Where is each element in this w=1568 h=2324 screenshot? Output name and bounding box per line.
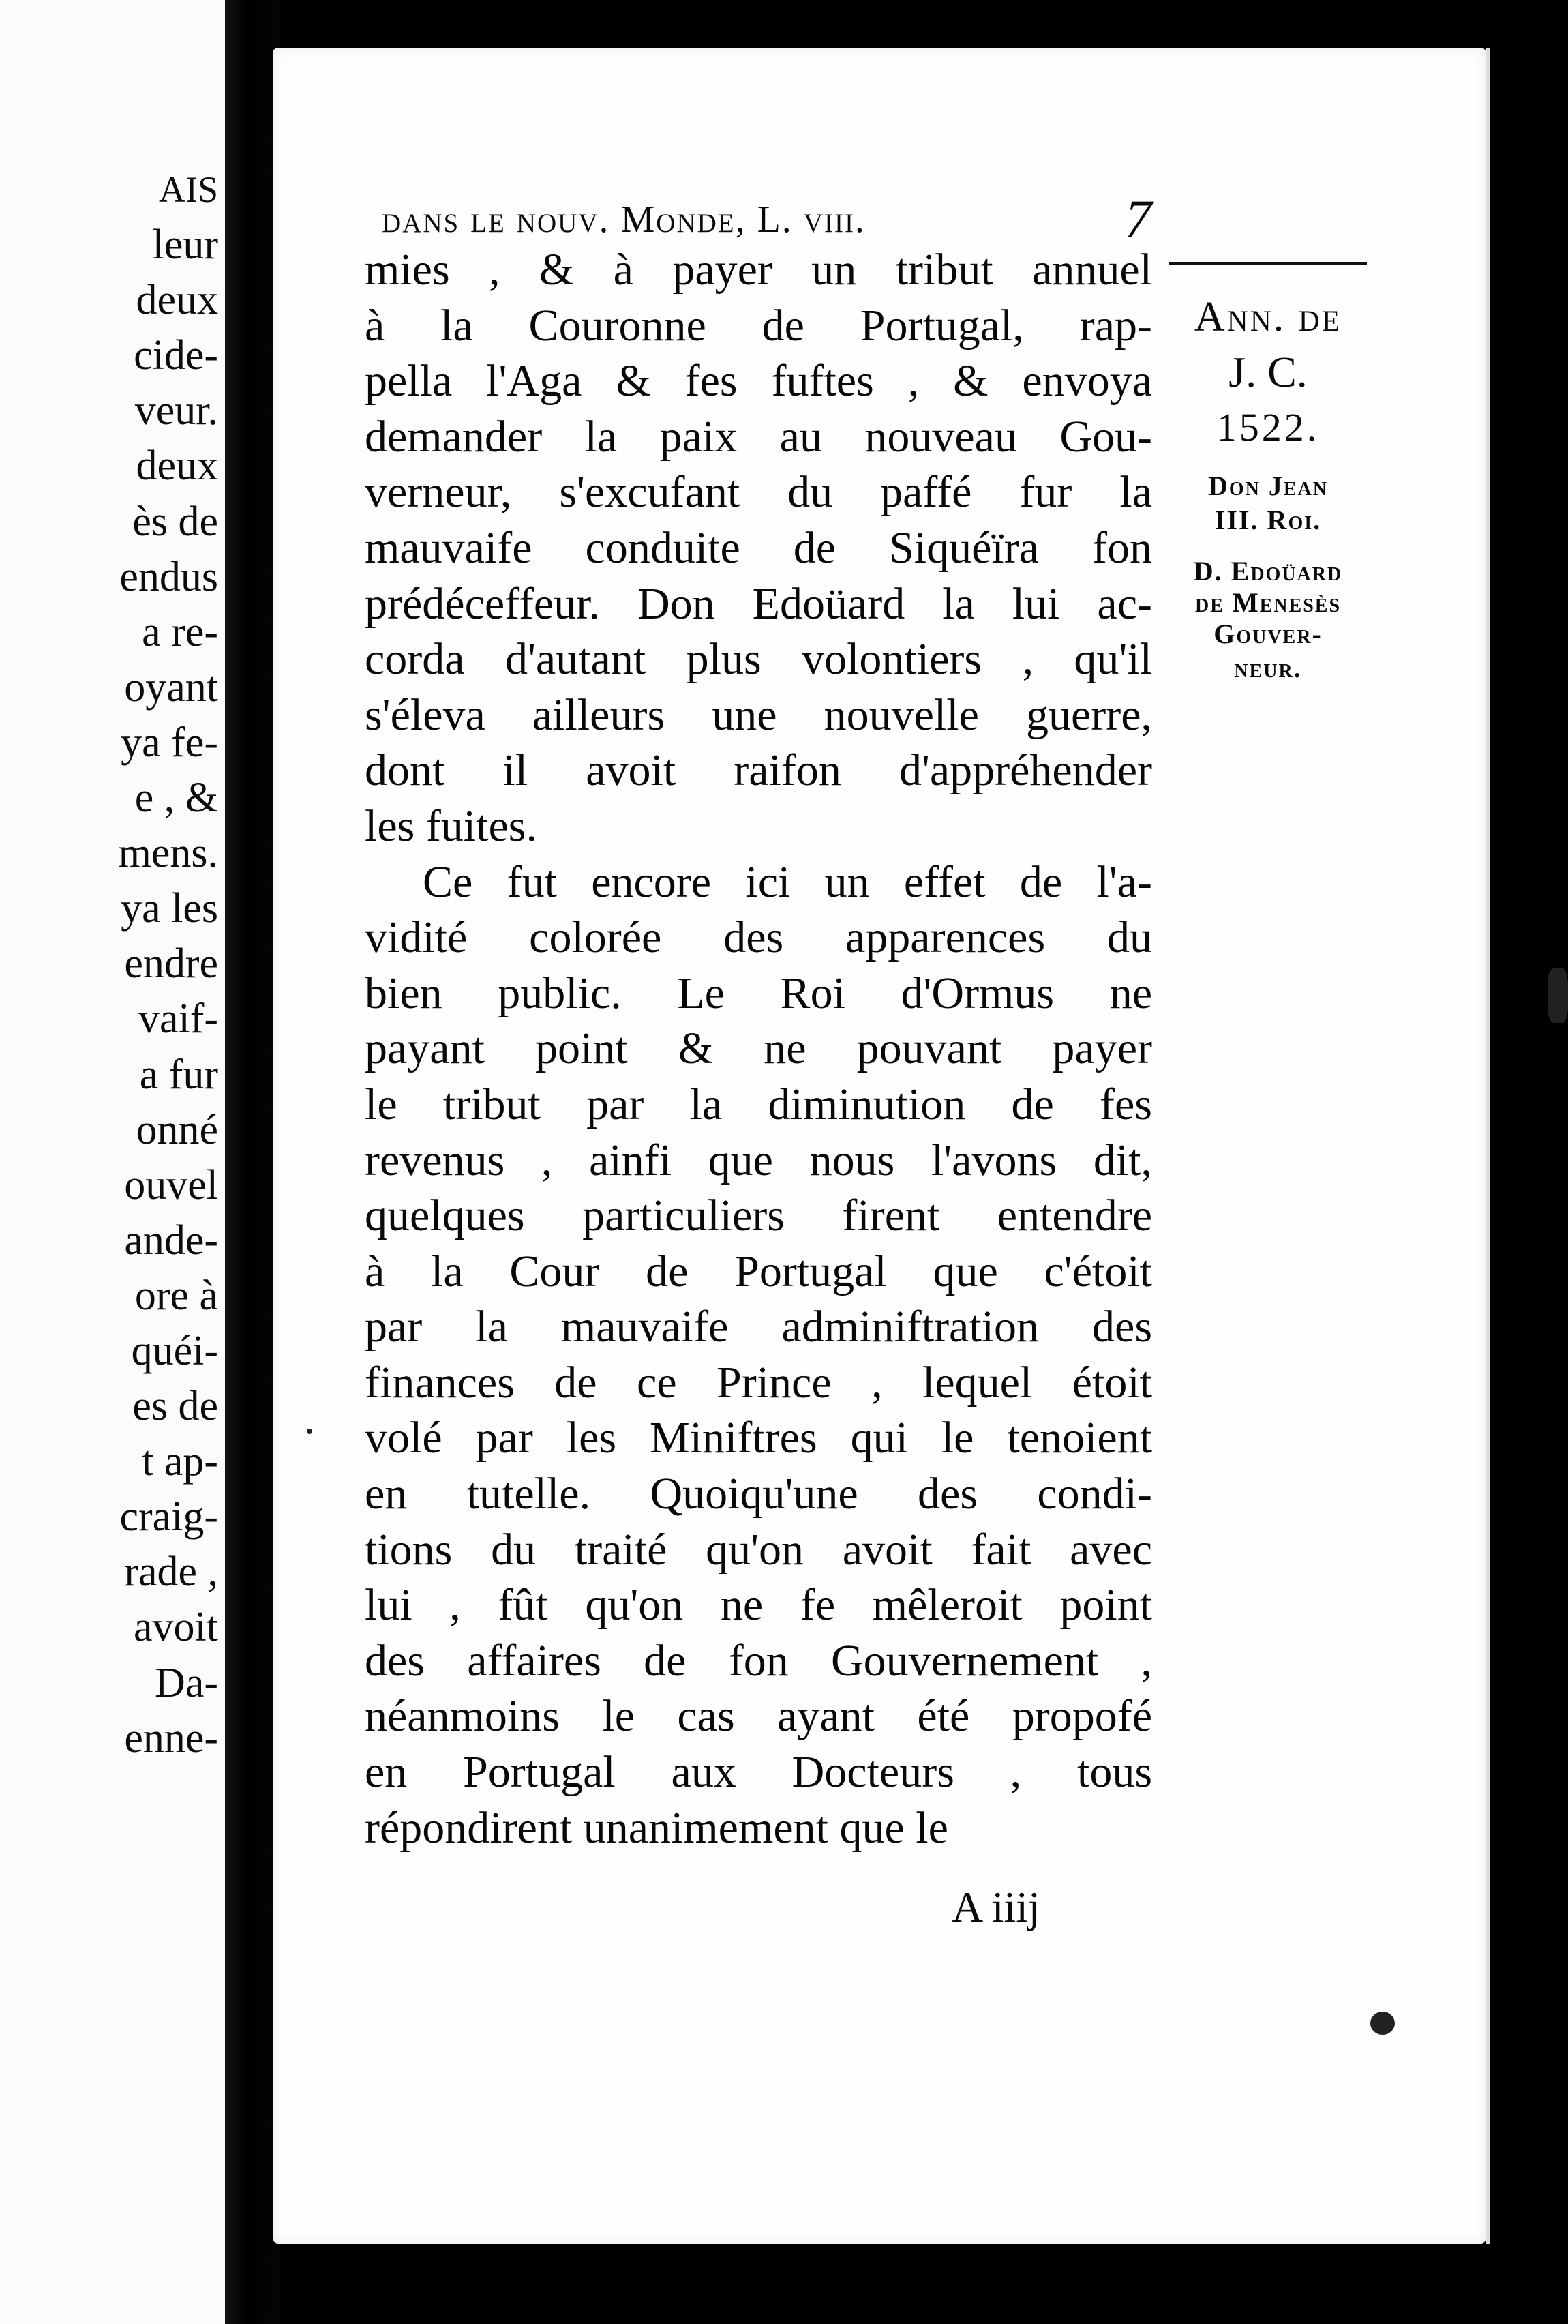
text-line: en tutelle. Quoiqu'une des condi- xyxy=(365,1469,1152,1519)
text-line: des affaires de fon Gouvernement , xyxy=(365,1635,1152,1686)
left-line: Da- xyxy=(155,1659,218,1706)
margin-note-line: neur. xyxy=(1234,653,1302,683)
text-line: verneur, s'excufant du paffé fur la xyxy=(365,467,1152,518)
left-line: AIS xyxy=(158,169,218,210)
text-line: lui , fût qu'on ne fe mêleroit point xyxy=(365,1580,1152,1630)
left-line: deux xyxy=(136,443,218,490)
left-line: t ap- xyxy=(142,1438,218,1485)
left-line: oyant xyxy=(124,664,218,711)
left-line: rade , xyxy=(124,1549,218,1596)
running-head xyxy=(382,189,1186,248)
left-line: ande- xyxy=(124,1217,218,1264)
page-edge xyxy=(1486,48,1490,2244)
margin-year: 1522. xyxy=(1216,405,1320,449)
left-line: vaif- xyxy=(138,996,218,1043)
left-line: a fur xyxy=(139,1051,218,1098)
left-line: mens. xyxy=(118,830,218,877)
text-line: tions du traité qu'on avoit fait avec xyxy=(365,1524,1152,1575)
text-line: demander la paix au nouveau Gou- xyxy=(365,411,1152,462)
left-line: deux xyxy=(136,277,218,324)
left-line: ya les xyxy=(121,885,218,932)
left-line: veur. xyxy=(134,387,218,434)
margin-year-label: Ann. de xyxy=(1194,294,1342,340)
text-line: à la Couronne de Portugal, rap- xyxy=(365,300,1152,351)
signature-mark: A iiij xyxy=(952,1883,1040,1931)
left-line: a re- xyxy=(142,608,218,655)
text-line: mauvaife conduite de Siquéïra fon xyxy=(365,522,1152,573)
left-line: ès de xyxy=(132,498,218,545)
margin-era: J. C. xyxy=(1228,348,1308,396)
text-line: pella l'Aga & fes fuftes , & envoya xyxy=(365,356,1152,406)
ink-speck xyxy=(1370,2012,1395,2035)
left-line: onné xyxy=(136,1106,218,1153)
page-number: 7 xyxy=(1125,189,1151,248)
text-line: quelques particuliers firent entendre xyxy=(365,1191,1152,1241)
text-line: dont il avoit raifon d'appréhender xyxy=(365,745,1152,796)
edge-mark xyxy=(1548,968,1568,1023)
left-line: endus xyxy=(119,553,218,600)
left-page-text xyxy=(119,162,218,1766)
left-line: avoit xyxy=(134,1604,218,1651)
left-line: enne- xyxy=(124,1714,218,1761)
text-line: revenus , ainfi que nous l'avons dit, xyxy=(365,1135,1152,1185)
text-line: vidité colorée des apparences du xyxy=(365,912,1152,963)
text-line: le tribut par la diminution de fes xyxy=(365,1079,1152,1129)
left-line: ouvel xyxy=(124,1161,218,1208)
margin-rule xyxy=(1169,262,1367,265)
left-line: ya fe- xyxy=(121,719,218,766)
left-line: quéi- xyxy=(131,1327,218,1374)
left-line: leur xyxy=(152,222,218,269)
text-line: bien public. Le Roi d'Ormus ne xyxy=(365,968,1152,1018)
text-line: en Portugal aux Docteurs , tous xyxy=(365,1747,1152,1798)
text-line: s'éleva ailleurs une nouvelle guerre, xyxy=(365,689,1152,740)
text-line: volé par les Miniftres qui le tenoient xyxy=(365,1413,1152,1463)
book-gutter xyxy=(225,0,280,2324)
text-line: mies , & à payer un tribut annuel xyxy=(365,245,1152,295)
paragraph-2 xyxy=(365,854,1152,1856)
left-line: e , & xyxy=(134,775,218,822)
text-line: finances de ce Prince , lequel étoit xyxy=(365,1357,1152,1407)
left-line: craig- xyxy=(119,1493,218,1540)
text-line: payant point & ne pouvant payer xyxy=(365,1024,1152,1074)
left-line: ore à xyxy=(134,1272,218,1319)
margin-note-line: Gouver- xyxy=(1213,619,1323,649)
running-head-title: dans le nouv. Monde, L. viii. xyxy=(382,198,866,241)
margin-note-line: de Menesès xyxy=(1194,587,1342,618)
margin-note-line: Don Jean xyxy=(1207,471,1328,501)
left-line: endre xyxy=(124,940,218,987)
text-line: par la mauvaife adminiftration des xyxy=(365,1302,1152,1352)
left-page-fragment xyxy=(0,0,229,2324)
margin-note-line: III. Roi. xyxy=(1214,505,1322,535)
margin-notes xyxy=(1159,290,1377,687)
ink-speck xyxy=(307,1429,312,1434)
text-line: prédéceffeur. Don Edoüard la lui ac- xyxy=(365,578,1152,629)
left-line: es de xyxy=(132,1383,218,1430)
paragraph-1 xyxy=(365,242,1152,854)
text-line: Ce fut encore ici un effet de l'a- xyxy=(423,856,1152,907)
text-line: corda d'autant plus volontiers , qu'il xyxy=(365,634,1152,685)
left-line: cide- xyxy=(134,332,218,379)
text-line: les fuites. xyxy=(365,801,537,851)
text-line: répondirent unanimement que le xyxy=(365,1802,948,1853)
margin-note-line: D. Edoüard xyxy=(1193,556,1343,586)
text-line: néanmoins le cas ayant été propofé xyxy=(365,1691,1152,1742)
text-line: à la Cour de Portugal que c'étoit xyxy=(365,1246,1152,1296)
main-text xyxy=(365,242,1152,1856)
